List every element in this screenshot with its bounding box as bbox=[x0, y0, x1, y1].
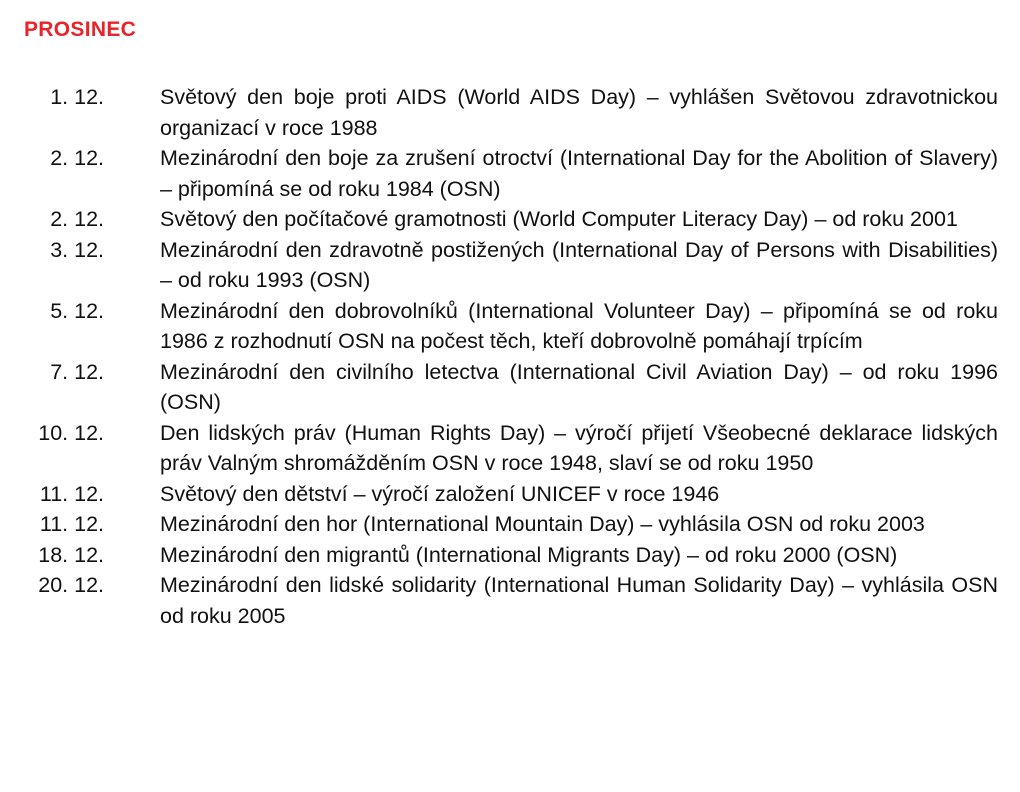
list-item bbox=[0, 570, 1020, 631]
entry-date: 7. 12. bbox=[50, 359, 104, 384]
entry-text: Mezinárodní den dobrovolníků (International Volunteer Day) – připomíná se od roku 1986 z rozhodnutí OSN na počest těch, kteří dobrovolně pomáhají trpícím bbox=[160, 298, 998, 353]
list-item bbox=[0, 418, 1020, 479]
list-item bbox=[0, 143, 1020, 204]
entry-text: Světový den boje proti AIDS (World AIDS Day) – vyhlášen Světovou zdravotnickou organizací v roce 1988 bbox=[160, 85, 998, 140]
entry-date: 1. 12. bbox=[50, 85, 104, 109]
entry-date: 3. 12. bbox=[50, 237, 104, 262]
entry-text: Mezinárodní den civilního letectva (International Civil Aviation Day) – od roku 1996 (OSN) bbox=[160, 359, 998, 414]
entry-date: 5. 12. bbox=[50, 298, 104, 323]
entry-text: Mezinárodní den boje za zrušení otroctví (International Day for the Abolition of Slavery) – připomíná se od roku 1984 (OSN) bbox=[160, 146, 998, 201]
entry-text: Mezinárodní den zdravotně postižených (International Day of Persons with Disabilities) – od roku 1993 (OSN) bbox=[160, 237, 998, 292]
list-item bbox=[0, 235, 1020, 296]
entry-text: Mezinárodní den lidské solidarity (International Human Solidarity Day) – vyhlásila OSN od roku 2005 bbox=[160, 573, 998, 628]
entry-date: 18. 12. bbox=[38, 542, 104, 567]
list-item bbox=[0, 540, 1020, 571]
entry-text: Světový den počítačové gramotnosti (World Computer Literacy Day) – od roku 2001 bbox=[160, 207, 958, 231]
list-item bbox=[0, 509, 1020, 540]
entry-date: 11. 12. bbox=[39, 512, 104, 536]
entry-date: 10. 12. bbox=[38, 420, 104, 445]
entry-text: Mezinárodní den hor (International Mountain Day) – vyhlásila OSN od roku 2003 bbox=[160, 512, 925, 536]
list-item bbox=[0, 296, 1020, 357]
list-item bbox=[0, 82, 1020, 143]
entry-list bbox=[0, 82, 1020, 631]
entry-text: Světový den dětství – výročí založení UNICEF v roce 1946 bbox=[160, 481, 720, 506]
entry-text: Den lidských práv (Human Rights Day) – výročí přijetí Všeobecné deklarace lidských práv Valným shromážděním OSN v roce 1948, slaví se od roku 1950 bbox=[160, 420, 998, 475]
entry-date: 2. 12. bbox=[50, 146, 104, 170]
entry-text: Mezinárodní den migrantů (International Migrants Day) – od roku 2000 (OSN) bbox=[160, 542, 898, 567]
list-item bbox=[0, 479, 1020, 510]
month-heading: PROSINEC bbox=[24, 18, 137, 41]
list-item bbox=[0, 357, 1020, 418]
list-item bbox=[0, 204, 1020, 235]
entry-date: 11. 12. bbox=[39, 481, 104, 506]
entry-date: 20. 12. bbox=[38, 573, 104, 597]
entry-date: 2. 12. bbox=[50, 207, 104, 231]
